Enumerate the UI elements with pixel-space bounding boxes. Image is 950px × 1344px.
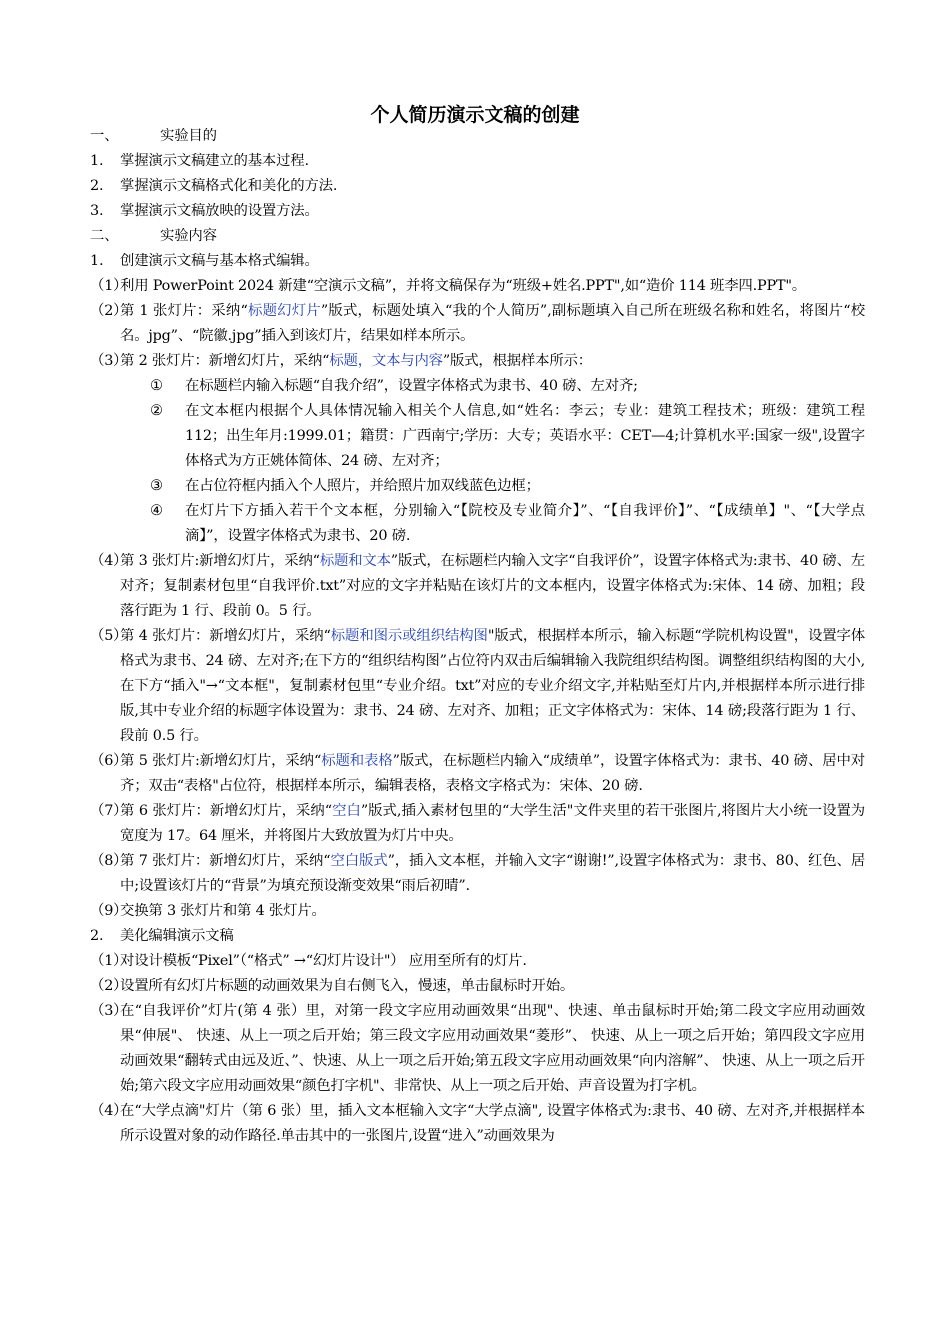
section-heading xyxy=(90,124,865,149)
list-marker: 二、 xyxy=(90,228,119,244)
paragraph-text: 实验内容 xyxy=(160,228,217,244)
list-marker: ③ xyxy=(150,478,163,494)
list-item xyxy=(90,899,865,924)
paragraph-text: 在“自我评价”灯片(第 4 张）里，对第一段文字应用动画效果“出现"、快速、单击鼠标时开始;第二段文字应用动画效果“伸展"、 快速、从上一项之后开始；第三段文字应用动画效果“菱形”、 快速、从上一项之后开始；第四段文字应用动画效果“翻转式由远及近、”、快速、从上一项之后开始;第五段文字应用动画效果“向内溶解”、 快速、从上一项之后开始;第六段文字应用动画效果“颜色打字机"、非常快、从上一项之后开始、声音设置为打字机。 xyxy=(120,1003,865,1094)
list-marker: 一、 xyxy=(90,128,119,144)
paragraph-text: 美化编辑演示文稿 xyxy=(120,928,234,944)
list-marker: 2. xyxy=(90,178,104,194)
paragraph-text: ”版式，根据样本所示： xyxy=(442,353,592,369)
list-item xyxy=(90,299,865,349)
list-item xyxy=(90,549,865,624)
paragraph-text: 实验目的 xyxy=(160,128,217,144)
list-marker: 2. xyxy=(90,928,104,944)
list-marker: （2） xyxy=(90,303,128,319)
paragraph-text: 在占位符框内插入个人照片，并给照片加双线蓝色边框； xyxy=(185,478,540,494)
paragraph-text: ”版式,插入素材包里的“大学生活"文件夹里的若干张图片,将图片大小统一设置为宽度为 17。64 厘米，并将图片大致放置为灯片中央。 xyxy=(120,803,865,844)
layout-name-text: 空白 xyxy=(331,803,361,819)
list-item xyxy=(90,799,865,849)
paragraph-text: 在“大学点滴"灯片（第 6 张）里，插入文本框输入文字“大学点滴", 设置字体格式为:隶书、40 磅、左对齐,并根据样本所示设置对象的动作路径.单击其中的一张图片,设置“进入”动画效果为 xyxy=(120,1103,865,1144)
list-marker: ② xyxy=(150,403,163,419)
paragraph-text: 第 4 张灯片：新增幻灯片，采纳“ xyxy=(120,628,331,644)
numbered-item xyxy=(90,149,865,174)
paragraph-text: 在灯片下方插入若干个文本框，分别输入“【院校及专业简介】”、“【自我评价】”、“【成绩单】"、“【大学点滴】”，设置字体格式为隶书、20 磅. xyxy=(185,503,865,544)
paragraph-text: ”版式，标题处填入“我的个人简历”,副标题填入自己所在班级名称和姓名，将图片“校名。jpg”、“院徽.jpg”插入到该灯片，结果如样本所示。 xyxy=(120,303,865,344)
list-marker: （2） xyxy=(90,978,128,994)
paragraph-text: 设置所有幻灯片标题的动画效果为自右侧飞入，慢速，单击鼠标时开始。 xyxy=(120,978,575,994)
paragraph-text: "版式，根据样本所示，输入标题“学院机构设置"，设置字体格式为隶书、24 磅、左对齐;在下方的“组织结构图”占位符内双击后编辑输入我院组织结构图。调整组织结构图的大小,在下方“插入"→“文本框"，复制素材包里“专业介绍。txt”对应的专业介绍文字,并粘贴至灯片内,并根据样本所示进行排版,其中专业介绍的标题字体设置为：隶书、24 磅、左对齐、加粗；正文字体格式为：宋体、14 磅;段落行距为 1 行、段前 0.5 行。 xyxy=(120,628,865,744)
paragraph-text: 第 5 张灯片:新增幻灯片，采纳“ xyxy=(120,753,322,769)
sub-item xyxy=(148,499,865,549)
paragraph-text: ”，插入文本框，并输入文字“谢谢!”,设置字体格式为：隶书、80、红色、居中;设置该灯片的“背景”为填充预设渐变效果“雨后初晴”. xyxy=(120,853,866,894)
paragraph-text: 交换第 3 张灯片和第 4 张灯片。 xyxy=(120,903,326,919)
numbered-item xyxy=(90,249,865,274)
list-marker: ④ xyxy=(150,503,163,519)
list-marker: （7） xyxy=(90,803,128,819)
list-item xyxy=(90,999,865,1099)
sub-item xyxy=(148,474,865,499)
paragraph-text: 利用 PowerPoint 2024 新建“空演示文稿”，并将文稿保存为“班级+姓名.PPT",如“造价 114 班李四.PPT"。 xyxy=(120,278,806,294)
paragraph-text: 掌握演示文稿建立的基本过程. xyxy=(120,153,309,169)
list-item xyxy=(90,274,865,299)
layout-name-text: 标题，文本与内容 xyxy=(329,353,443,369)
section-heading xyxy=(90,224,865,249)
list-marker: 3. xyxy=(90,203,104,219)
paragraph-text: 对设计模板“Pixel”（“格式” →“幻灯片设计"） 应用至所有的灯片. xyxy=(120,953,527,969)
numbered-item xyxy=(90,199,865,224)
sub-item xyxy=(148,374,865,399)
layout-name-text: 标题和图示或组织结构图 xyxy=(330,628,488,644)
list-marker: （6） xyxy=(90,753,128,769)
list-item xyxy=(90,749,865,799)
paragraph-text: ”版式，在标题栏内输入“成绩单”，设置字体格式为：隶书、40 磅、居中对齐；双击“表格"占位符，根据样本所示，编辑表格，表格文字格式为：宋体、20 磅. xyxy=(120,753,865,794)
list-item xyxy=(90,949,865,974)
sub-item xyxy=(148,399,865,474)
list-item xyxy=(90,624,865,749)
page-title: 个人简历演示文稿的创建 xyxy=(370,104,580,126)
list-marker: （4） xyxy=(90,553,128,569)
layout-name-text: 空白版式 xyxy=(330,853,388,869)
layout-name-text: 标题和文本 xyxy=(319,553,391,569)
list-marker: （3） xyxy=(90,353,128,369)
paragraph-text: 在文本框内根据个人具体情况输入相关个人信息,如“姓名：李云；专业：建筑工程技术；班级：建筑工程 112；出生年月:1999.01；籍贯：广西南宁;学历：大专；英语水平：CET—4;计算机水平:国家一级",设置字体格式为方正姚体简体、24 磅、左对齐； xyxy=(185,403,865,469)
document-body xyxy=(90,124,865,1149)
paragraph-text: ”版式，在标题栏内输入文字“自我评价”，设置字体格式为:隶书、40 磅、左对齐；复制素材包里“自我评价.txt”对应的文字并粘贴在该灯片的文本框内，设置字体格式为:宋体、14 磅、加粗；段落行距为 1 行、段前 0。5 行。 xyxy=(120,553,865,619)
list-item xyxy=(90,1099,865,1149)
paragraph-text: 掌握演示文稿放映的设置方法。 xyxy=(120,203,319,219)
list-marker: （9） xyxy=(90,903,128,919)
list-item xyxy=(90,849,865,899)
paragraph-text: 创建演示文稿与基本格式编辑。 xyxy=(120,253,319,269)
paragraph-text: 第 6 张灯片：新增幻灯片，采纳“ xyxy=(120,803,332,819)
list-item xyxy=(90,349,865,374)
list-marker: 1. xyxy=(90,153,104,169)
list-marker: （1） xyxy=(90,953,128,969)
list-marker: （8） xyxy=(90,853,128,869)
paragraph-text: 第 1 张灯片：采纳“ xyxy=(120,303,248,319)
numbered-item xyxy=(90,174,865,199)
list-marker: （5） xyxy=(90,628,128,644)
layout-name-text: 标题和表格 xyxy=(321,753,393,769)
list-marker: （4） xyxy=(90,1103,128,1119)
paragraph-text: 掌握演示文稿格式化和美化的方法. xyxy=(120,178,338,194)
list-marker: ① xyxy=(150,378,163,394)
paragraph-text: 在标题栏内输入标题“自我介绍”，设置字体格式为隶书、40 磅、左对齐; xyxy=(185,378,638,394)
list-marker: （1） xyxy=(90,278,128,294)
list-marker: （3） xyxy=(90,1003,128,1019)
layout-name-text: 标题幻灯片 xyxy=(247,303,321,319)
paragraph-text: 第 7 张灯片：新增幻灯片，采纳“ xyxy=(120,853,331,869)
paragraph-text: 第 2 张灯片：新增幻灯片，采纳“ xyxy=(120,353,330,369)
numbered-item xyxy=(90,924,865,949)
paragraph-text: 第 3 张灯片:新增幻灯片，采纳“ xyxy=(120,553,320,569)
list-marker: 1. xyxy=(90,253,104,269)
list-item xyxy=(90,974,865,999)
